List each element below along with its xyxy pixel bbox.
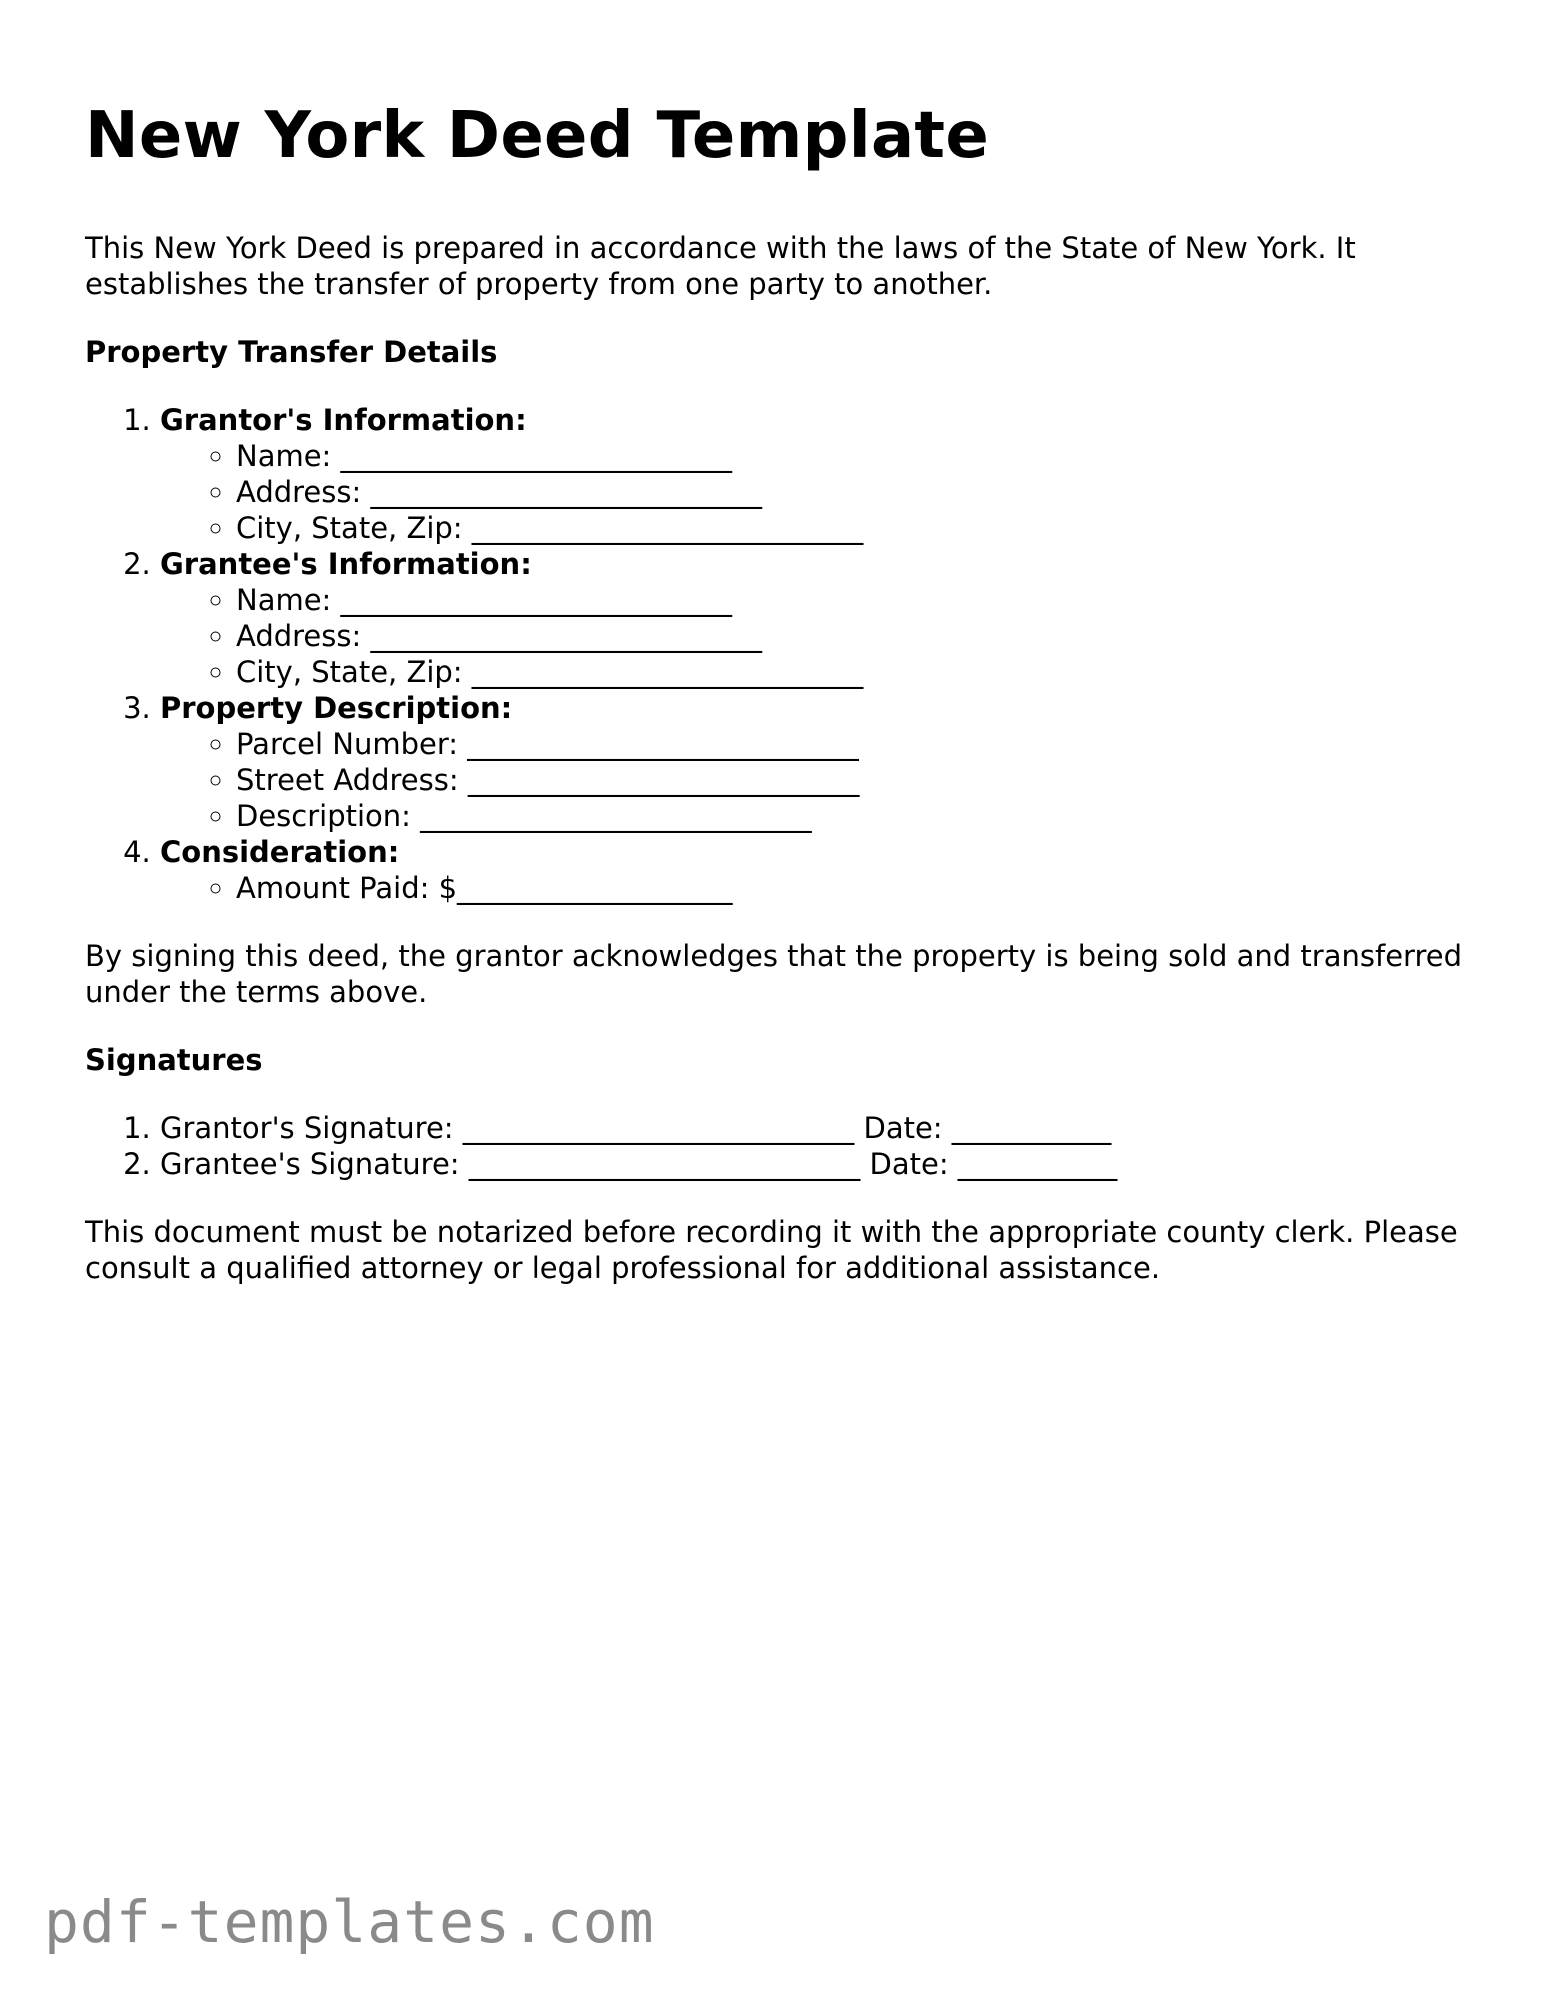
- property-transfer-heading: Property Transfer Details: [85, 334, 498, 369]
- acknowledgement-paragraph: By signing this deed, the grantor acknowledges that the property is being sold and transferred under the terms above.: [85, 938, 1462, 1009]
- list-item-grantee: [160, 546, 1465, 690]
- document-title: New York Deed Template: [85, 99, 990, 173]
- property-fields: [160, 726, 1465, 834]
- parcel-number-field: ◦ Parcel Number: ___________________________: [236, 726, 1465, 762]
- property-details-list: [85, 402, 1465, 906]
- amount-paid-field: ◦ Amount Paid: $___________________: [236, 870, 1465, 906]
- description-field: ◦ Description: ___________________________: [236, 798, 1465, 834]
- grantor-name-field: ◦ Name: ___________________________: [236, 438, 1465, 474]
- signatures-list: [85, 1110, 1465, 1182]
- list-item-grantor: [160, 402, 1465, 546]
- grantee-signature-line: 2. Grantee's Signature: ___________________________ Date: ___________: [160, 1146, 1465, 1182]
- intro-paragraph: This New York Deed is prepared in accordance with the laws of the State of New York. It establishes the transfer of property from one party to another.: [85, 230, 1356, 301]
- grantor-signature-line: 1. Grantor's Signature: ___________________________ Date: ___________: [160, 1110, 1465, 1146]
- consideration-fields: [160, 870, 1465, 906]
- grantee-address-field: ◦ Address: ___________________________: [236, 618, 1465, 654]
- watermark-text: pdf-templates.com: [44, 1888, 655, 1956]
- grantee-fields: [160, 582, 1465, 690]
- list-item-consideration: [160, 834, 1465, 906]
- grantor-fields: [160, 438, 1465, 546]
- property-description-title: Property Description:: [160, 690, 513, 725]
- grantee-info-title: Grantee's Information:: [160, 546, 532, 581]
- list-item-property-description: [160, 690, 1465, 834]
- grantor-address-field: ◦ Address: ___________________________: [236, 474, 1465, 510]
- grantee-city-state-zip-field: ◦ City, State, Zip: ___________________________: [236, 654, 1465, 690]
- consideration-title: Consideration:: [160, 834, 400, 869]
- grantor-info-title: Grantor's Information:: [160, 402, 527, 437]
- grantee-name-field: ◦ Name: ___________________________: [236, 582, 1465, 618]
- grantor-city-state-zip-field: ◦ City, State, Zip: ___________________________: [236, 510, 1465, 546]
- closing-paragraph: This document must be notarized before recording it with the appropriate county clerk. Please consult a qualified attorney or legal professional for additional assistance.: [85, 1214, 1458, 1285]
- street-address-field: ◦ Street Address: ___________________________: [236, 762, 1465, 798]
- document-page: [85, 100, 1465, 1286]
- signatures-heading: Signatures: [85, 1042, 263, 1077]
